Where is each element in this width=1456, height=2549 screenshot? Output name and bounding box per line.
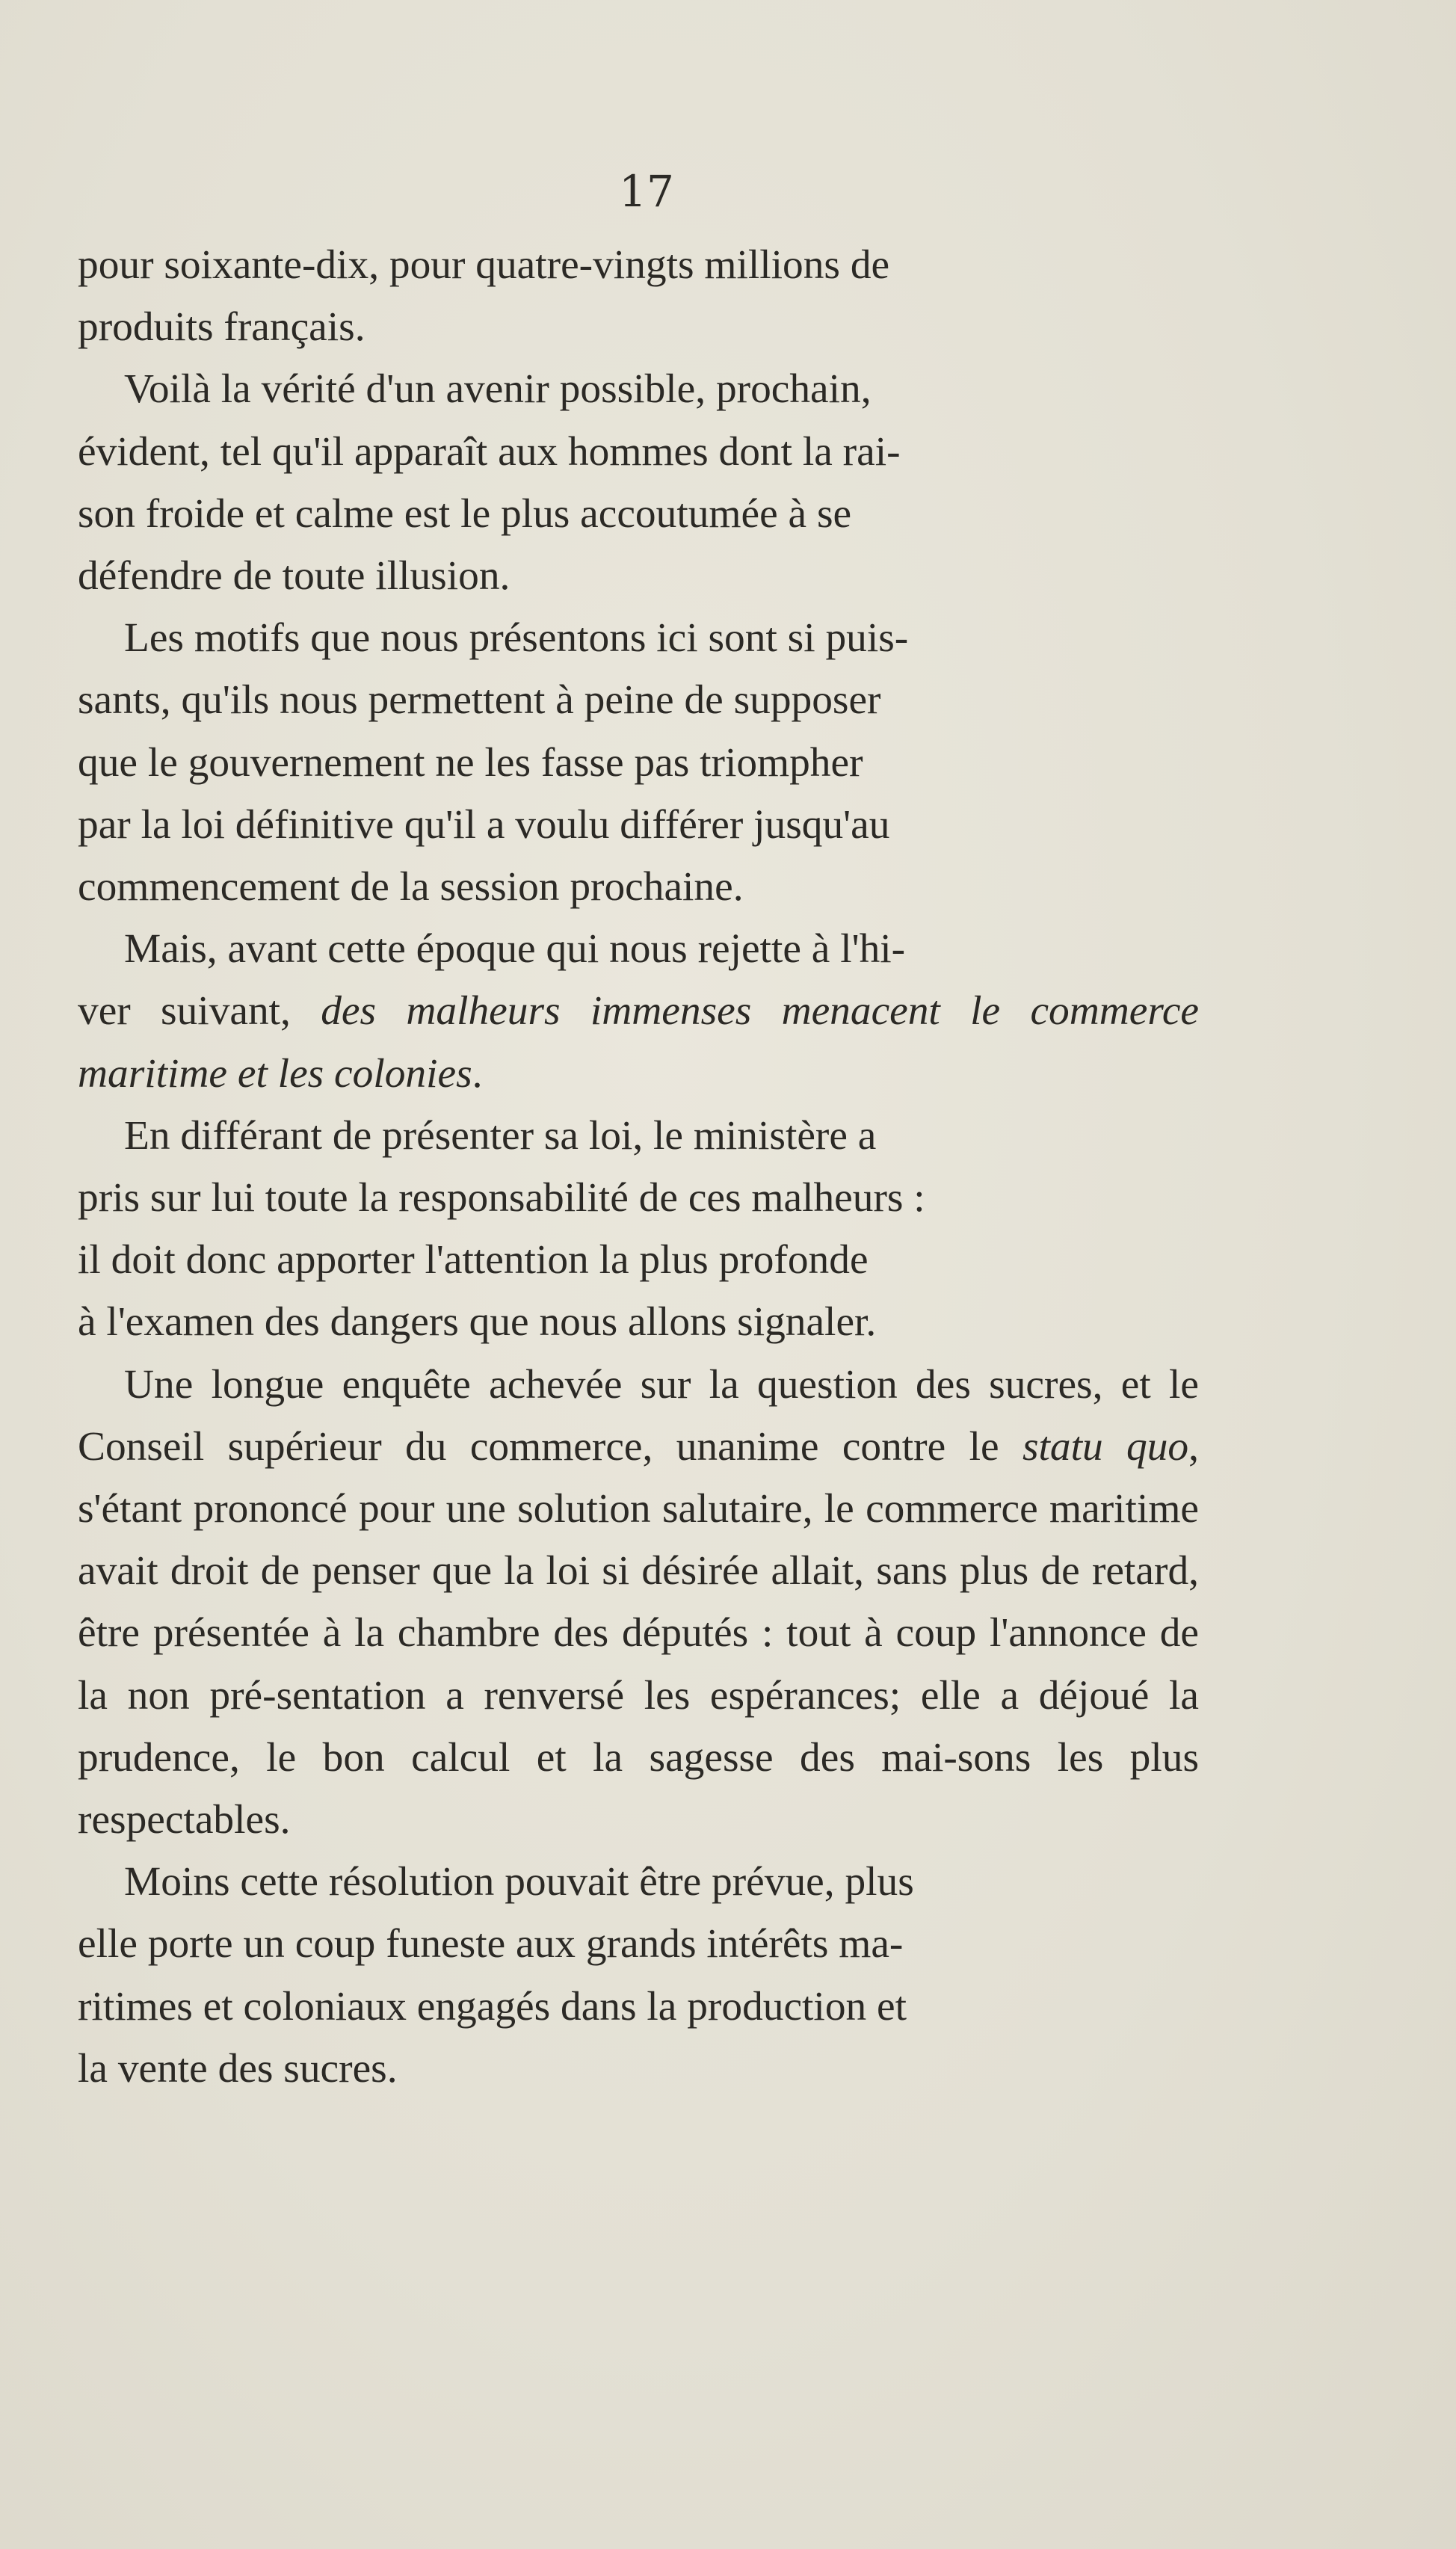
line: produits français. <box>78 303 365 350</box>
line: la vente des sucres. <box>78 2044 398 2091</box>
italic-run: des malheurs immenses menacent le commerce maritime et les colonies <box>78 987 1199 1096</box>
line: à l'examen des dangers que nous allons signaler. <box>78 1298 877 1345</box>
paragraph-1 <box>78 233 1199 357</box>
paragraph-4 <box>78 917 1199 1104</box>
text-run: Mais, avant cette époque qui nous rejette à l'hi- ver suivant, <box>78 925 906 1034</box>
line: par la loi définitive qu'il a voulu différer jusqu'au <box>78 801 890 847</box>
line: elle porte un coup funeste aux grands intérêts ma- <box>78 1920 904 1967</box>
text-run: Une longue enquête achevée sur la question des sucres, et le Conseil supérieur du commerce, unanime contre le <box>78 1360 1199 1469</box>
line: Les motifs que nous présentons ici sont si puis- <box>124 614 909 661</box>
line: Voilà la vérité d'un avenir possible, prochain, <box>124 366 872 412</box>
line: il doit donc apporter l'attention la plus profonde <box>78 1236 869 1283</box>
italic-run: statu quo <box>1022 1423 1189 1469</box>
paragraph-6 <box>78 1353 1199 1851</box>
body-text <box>78 233 1199 2099</box>
page-number: 17 <box>619 166 674 217</box>
line: pris sur lui toute la responsabilité de ces malheurs : <box>78 1174 925 1221</box>
line: pour soixante-dix, pour quatre-vingts millions de <box>78 241 890 287</box>
line: évident, tel qu'il apparaît aux hommes dont la rai- <box>78 428 901 474</box>
line: que le gouvernement ne les fasse pas triompher <box>78 739 863 785</box>
paragraph-7 <box>78 1850 1199 2099</box>
line: son froide et calme est le plus accoutumée à se <box>78 490 852 536</box>
line: défendre de toute illusion. <box>78 552 510 599</box>
line: ritimes et coloniaux engagés dans la production et <box>78 1982 907 2029</box>
line: En différant de présenter sa loi, le ministère a <box>124 1112 877 1158</box>
line: sants, qu'ils nous permettent à peine de supposer <box>78 676 881 723</box>
line: Moins cette résolution pouvait être prévue, plus <box>124 1858 914 1905</box>
text-run: . <box>472 1050 483 1096</box>
paragraph-3 <box>78 606 1199 917</box>
line: commencement de la session prochaine. <box>78 863 744 910</box>
paragraph-5 <box>78 1104 1199 1353</box>
text-run: , s'étant prononcé pour une solution salutaire, le commerce maritime avait droit de penser que la loi si désirée allait, sans plus de retard, être présentée à la chambre des députés : tout à coup l'annonce de la non pré-sentation a renversé les espérances; elle a déjoué la prudence, le bon calcul et la sagesse des mai-sons les plus respectables. <box>78 1423 1199 1843</box>
paragraph-2 <box>78 357 1199 606</box>
